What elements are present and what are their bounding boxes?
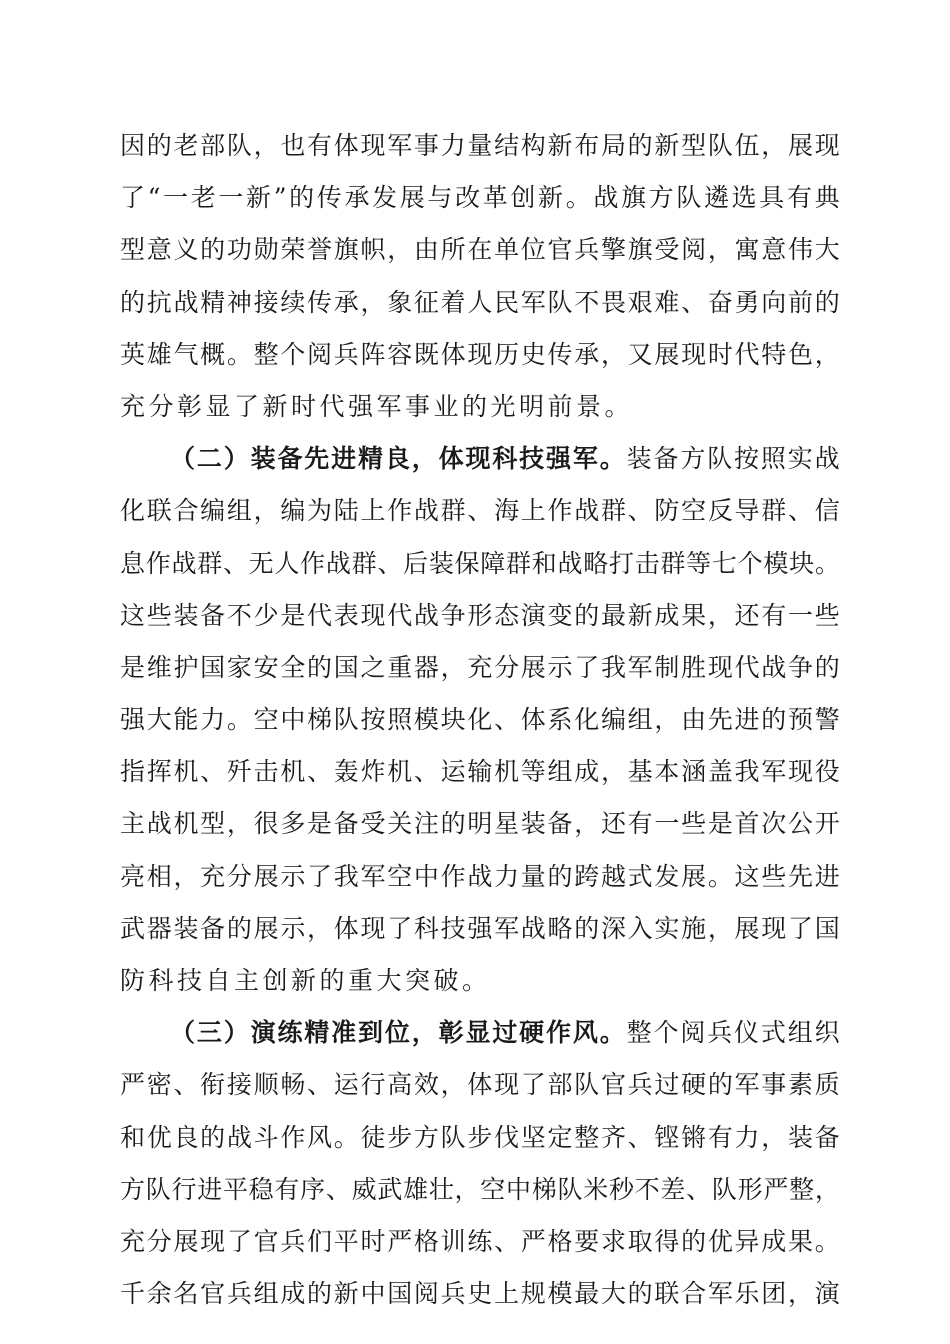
text-line-8: 化 联 合 编 组 ， 编 为 陆 上 作 战 群 、 海 上 作 战 群 、 防 空 反 导 群 、 信 [120, 496, 840, 526]
text-line-11: 是 维 护 国 家 安 全 的 国 之 重 器 ， 充 分 展 示 了 我 军 制 胜 现 代 战 争 的 [120, 652, 840, 682]
text-line-5: 英 雄 气 概 。 整 个 阅 兵 阵 容 既 体 现 历 史 传 承 ， 又 展 现 时 代 特 色 ， [120, 339, 840, 369]
text-line-13: 指 挥 机 、 歼 击 机 、 轰 炸 机 、 运 输 机 等 组 成 ， 基 本 涵 盖 我 军 现 役 [120, 757, 840, 787]
section-heading-3: （ 三 ） 演 练 精 准 到 位 ， 彰 显 过 硬 作 风 。 整 个 阅 兵 仪 式 组 织 [170, 1018, 840, 1048]
text-line-22: 充 分 展 现 了 官 兵 们 平 时 严 格 训 练 、 严 格 要 求 取 得 的 优 异 成 果 。 [120, 1226, 840, 1256]
text-line-12: 强 大 能 力 。 空 中 梯 队 按 照 模 块 化 、 体 系 化 编 组 ， 由 先 进 的 预 警 [120, 705, 840, 735]
section-heading-2: （ 二 ） 装 备 先 进 精 良 ， 体 现 科 技 强 军 。 装 备 方 队 按 照 实 战 [170, 444, 840, 474]
text-line-16: 武 器 装 备 的 展 示 ， 体 现 了 科 技 强 军 战 略 的 深 入 实 施 ， 展 现 了 国 [120, 913, 840, 943]
text-line-6: 充分彰显了新时代强军事业的光明前景。 [120, 391, 634, 421]
text-line-10: 这 些 装 备 不 少 是 代 表 现 代 战 争 形 态 演 变 的 最 新 成 果 ， 还 有 一 些 [120, 600, 840, 630]
text-line-1: 因 的 老 部 队 ， 也 有 体 现 军 事 力 量 结 构 新 布 局 的 新 型 队 伍 ， 展 现 [120, 131, 840, 160]
text-line-14: 主 战 机 型 ， 很 多 是 备 受 关 注 的 明 星 装 备 ， 还 有 一 些 是 首 次 公 开 [120, 809, 840, 839]
document-body [120, 120, 840, 1320]
text-line-9: 息 作 战 群 、 无 人 作 战 群 、 后 装 保 障 群 和 战 略 打 击 群 等 七 个 模 块 。 [120, 548, 840, 578]
text-line-20: 和 优 良 的 战 斗 作 风 。 徒 步 方 队 步 伐 坚 定 整 齐 、 铿 锵 有 力 ， 装 备 [120, 1122, 840, 1152]
text-line-21: 方 队 行 进 平 稳 有 序 、 威 武 雄 壮 ， 空 中 梯 队 米 秒 不 差 、 队 形 严 整 ， [120, 1174, 840, 1204]
text-line-15: 亮 相 ， 充 分 展 示 了 我 军 空 中 作 战 力 量 的 跨 越 式 发 展 。 这 些 先 进 [120, 861, 840, 891]
text-line-3: 型 意 义 的 功 勋 荣 誉 旗 帜 ， 由 所 在 单 位 官 兵 擎 旗 受 阅 ， 寓 意 伟 大 [120, 235, 840, 265]
text-line-23: 千 余 名 官 兵 组 成 的 新 中 国 阅 兵 史 上 规 模 最 大 的 联 合 军 乐 团 ， 演 [120, 1279, 840, 1309]
text-line-19: 严 密 、 衔 接 顺 畅 、 运 行 高 效 ， 体 现 了 部 队 官 兵 过 硬 的 军 事 素 质 [120, 1070, 840, 1100]
text-line-2: 了 “ 一 老 一 新 ” 的 传 承 发 展 与 改 革 创 新 。 战 旗 方 队 遴 选 具 有 典 [120, 183, 840, 213]
text-line-4: 的 抗 战 精 神 接 续 传 承 ， 象 征 着 人 民 军 队 不 畏 艰 难 、 奋 勇 向 前 的 [120, 287, 840, 317]
text-line-17: 防科技自主创新的重大突破。 [120, 966, 491, 995]
